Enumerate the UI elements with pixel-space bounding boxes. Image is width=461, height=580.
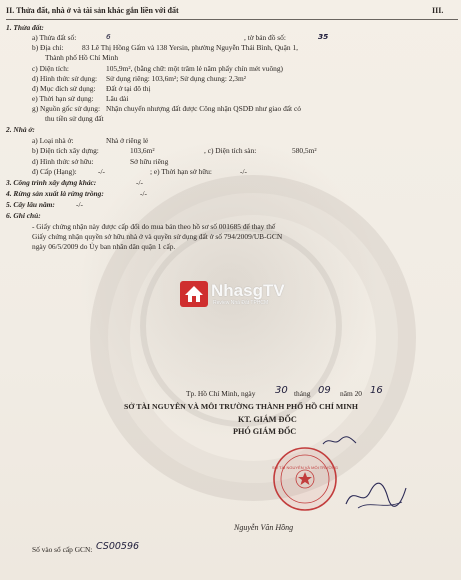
land-c-value: 105,9m², (bằng chữ: một trăm lẻ năm phẩy chín mét vuông) bbox=[106, 64, 283, 73]
land-a-sheet-label: , tờ bản đồ số: bbox=[244, 33, 286, 42]
land-b-label: b) Địa chỉ: bbox=[32, 43, 64, 52]
signer-role-1: KT. GIÁM ĐỐC bbox=[238, 415, 297, 424]
land-a-sheet-value: 35 bbox=[318, 32, 329, 41]
signer-role-2: PHÓ GIÁM ĐỐC bbox=[233, 427, 297, 436]
house-d-label: d) Hình thức sở hữu: bbox=[32, 157, 94, 166]
perennial-heading: 5. Cây lâu năm: bbox=[6, 200, 55, 209]
date-prefix: Tp. Hồ Chí Minh, ngày bbox=[186, 389, 256, 398]
watermark-logo-icon bbox=[180, 281, 208, 307]
land-c-label: c) Diện tích: bbox=[32, 64, 69, 73]
land-g-value-2: thu tiền sử dụng đất bbox=[45, 114, 104, 123]
official-seal-icon bbox=[272, 446, 338, 512]
note-line-1: - Giấy chứng nhận này được cấp đổi do mua bán theo hồ sơ số 001685 để thay thế bbox=[32, 222, 276, 231]
date-month: 09 bbox=[318, 385, 331, 396]
registry-number: CS00596 bbox=[96, 541, 140, 552]
land-e-value: Đất ở tại đô thị bbox=[106, 84, 151, 93]
page-marker: III. bbox=[432, 6, 444, 15]
house-icon bbox=[180, 281, 208, 307]
date-year: 16 bbox=[370, 385, 383, 396]
section-title: II. Thửa đất, nhà ở và tài sản khác gắn liền với đất bbox=[6, 6, 179, 15]
house-term-value: -/- bbox=[240, 167, 247, 176]
header-divider bbox=[6, 19, 458, 20]
note-line-3: ngày 06/5/2009 do Ủy ban nhân dân quận 1 cấp. bbox=[32, 242, 176, 251]
house-e-label: đ) Cấp (Hạng): bbox=[32, 167, 77, 176]
land-d-label: d) Hình thức sử dụng: bbox=[32, 74, 98, 83]
land-g-value-1: Nhận chuyển nhượng đất được Công nhận QSDĐ như giao đất có bbox=[106, 104, 301, 113]
signer-name: Nguyễn Văn Hồng bbox=[234, 523, 294, 532]
house-b-value: 103,6m² bbox=[130, 146, 155, 155]
watermark-brand: NhasgTV bbox=[211, 281, 285, 300]
house-term-label: ; e) Thời hạn sở hữu: bbox=[150, 167, 212, 176]
issuing-agency: SỞ TÀI NGUYÊN VÀ MÔI TRƯỜNG THÀNH PHỐ HỒ CHÍ MINH bbox=[124, 402, 358, 411]
house-floor-value: 580,5m² bbox=[292, 146, 317, 155]
house-b-label: b) Diện tích xây dựng: bbox=[32, 146, 99, 155]
land-e-label: đ) Mục đích sử dụng: bbox=[32, 84, 96, 93]
land-a-label: a) Thửa đất số: bbox=[32, 33, 77, 42]
forest-heading: 4. Rừng sản xuất là rừng trồng: bbox=[6, 189, 104, 198]
forest-value: -/- bbox=[140, 189, 147, 198]
other-construction-heading: 3. Công trình xây dựng khác: bbox=[6, 178, 97, 187]
land-f-label: e) Thời hạn sử dụng: bbox=[32, 94, 94, 103]
note-line-2: Giấy chứng nhận quyền sở hữu nhà ở và quyền sử dụng đất ở số 794/2009/UB-GCN bbox=[32, 232, 283, 241]
date-month-label: tháng bbox=[294, 389, 311, 398]
land-g-label: g) Nguồn gốc sử dụng: bbox=[32, 104, 101, 113]
house-a-value: Nhà ở riêng lẻ bbox=[106, 136, 149, 145]
land-f-value: Lâu dài bbox=[106, 94, 129, 103]
land-b-value-1: 83 Lê Thị Hồng Gấm và 138 Yersin, phường Nguyễn Thái Bình, Quận 1, bbox=[82, 43, 298, 52]
registry-label: Số vào sổ cấp GCN: bbox=[32, 545, 93, 554]
other-construction-value: -/- bbox=[136, 178, 143, 187]
house-floor-label: , c) Diện tích sàn: bbox=[204, 146, 257, 155]
house-heading: 2. Nhà ở: bbox=[6, 125, 35, 134]
land-b-value-2: Thành phố Hồ Chí Minh bbox=[45, 53, 119, 62]
land-d-value: Sử dụng riêng: 103,6m²; Sử dụng chung: 2,3m² bbox=[106, 74, 246, 83]
house-e-value: -/- bbox=[98, 167, 105, 176]
seal-text: SỞ TÀI NGUYÊN VÀ MÔI TRƯỜNG bbox=[272, 465, 338, 470]
house-a-label: a) Loại nhà ở: bbox=[32, 136, 74, 145]
perennial-value: -/- bbox=[76, 200, 83, 209]
watermark-tagline: Review Nhà Đất TPHCM bbox=[213, 300, 269, 306]
signature-icon bbox=[340, 478, 410, 518]
house-d-value: Sở hữu riêng bbox=[130, 157, 169, 166]
land-a-value: 6 bbox=[106, 32, 111, 41]
date-year-label: năm 20 bbox=[340, 389, 362, 398]
land-heading: 1. Thửa đất: bbox=[6, 23, 44, 32]
date-day: 30 bbox=[275, 385, 288, 396]
notes-heading: 6. Ghi chú: bbox=[6, 211, 41, 220]
